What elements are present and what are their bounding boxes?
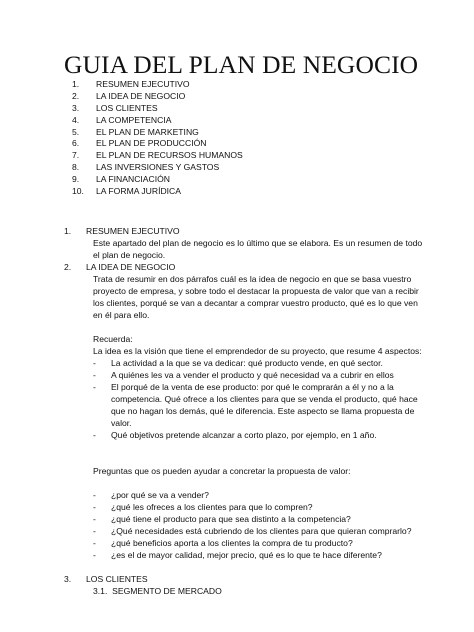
toc-item <box>72 114 243 126</box>
list-item <box>93 381 424 429</box>
list-item-text: El porqué de la venta de ese producto: por qué le comprarán a él y no a la competencia. Qué ofrece a los clientes para que se venda el producto, qué hace que no hagan los demás, qué le diferencia. Este aspecto se llama propuesta de valor. <box>111 382 418 428</box>
subsection-title: SEGMENTO DE MERCADO <box>112 586 222 596</box>
toc-item-number: 2. <box>72 90 80 101</box>
list-item <box>93 549 424 561</box>
list-item-text: A quiénes les va a vender el producto y qué necesidad va a cubrir en ellos <box>111 370 394 380</box>
dash-marker: - <box>93 382 96 392</box>
dash-marker: - <box>93 490 96 500</box>
toc-item-number: 6. <box>72 138 80 149</box>
toc-item-label: LA IDEA DE NEGOCIO <box>96 90 186 101</box>
spacer <box>64 441 424 453</box>
recuerda-intro: La idea es la visión que tiene el emprendedor de su proyecto, que resume 4 aspectos: <box>93 346 422 356</box>
toc-item-label: RESUMEN EJECUTIVO <box>96 79 190 89</box>
dash-marker: - <box>93 538 96 548</box>
toc-item-number: 7. <box>72 150 80 161</box>
section-number: 3. <box>64 574 72 584</box>
subsection-number: 3.1. <box>93 586 108 596</box>
document-title: GUIA DEL PLAN DE NEGOCIO <box>64 50 419 79</box>
section-number: 1. <box>64 226 72 236</box>
toc-item-number: 10. <box>72 186 84 197</box>
list-item <box>93 369 424 381</box>
list-item <box>93 513 424 525</box>
spacer <box>64 561 424 573</box>
spacer <box>64 477 424 489</box>
toc-item-label: EL PLAN DE PRODUCCIÓN <box>96 138 207 149</box>
toc-item-label: LOS CLIENTES <box>96 102 158 113</box>
list-item-text: ¿qué beneficios aporta a los clientes la compra de tu producto? <box>111 538 353 548</box>
toc-item <box>72 137 243 149</box>
list-item-text: ¿qué tiene el producto para que sea distinto a la competencia? <box>111 514 351 524</box>
list-item <box>93 357 424 369</box>
toc-item <box>72 126 243 138</box>
toc-item-number: 8. <box>72 162 80 173</box>
toc-item <box>72 149 243 161</box>
questions-intro: Preguntas que os pueden ayudar a concretar la propuesta de valor: <box>93 466 351 476</box>
dash-marker: - <box>93 430 96 440</box>
list-item-text: ¿Qué necesidades está cubriendo de los clientes para que quieran comprarlo? <box>111 526 412 536</box>
list-item-text: ¿es el de mayor calidad, mejor precio, qué es lo que te hace diferente? <box>111 550 382 560</box>
toc-item <box>72 161 243 173</box>
list-item <box>93 429 424 441</box>
dash-marker: - <box>93 550 96 560</box>
dash-marker: - <box>93 370 96 380</box>
dash-marker: - <box>93 514 96 524</box>
dash-marker: - <box>93 502 96 512</box>
section-title: RESUMEN EJECUTIVO <box>86 226 180 236</box>
section-heading-idea <box>64 261 424 273</box>
list-item-text: ¿por qué se va a vender? <box>111 490 209 500</box>
section-title: LA IDEA DE NEGOCIO <box>86 262 176 272</box>
list-item-text: La actividad a la que se va dedicar: qué producto vende, en qué sector. <box>111 358 383 368</box>
recuerda-label: Recuerda: <box>93 334 133 344</box>
section-heading-resumen <box>64 225 424 237</box>
table-of-contents <box>72 78 243 197</box>
spacer <box>64 321 424 333</box>
toc-item-label: LA FORMA JURÍDICA <box>96 186 181 197</box>
toc-item <box>72 185 243 197</box>
toc-item-number: 1. <box>72 79 80 89</box>
list-item <box>93 525 424 537</box>
toc-item-label: LA FINANCIACIÓN <box>96 174 171 185</box>
toc-item-label: LAS INVERSIONES Y GASTOS <box>96 162 220 173</box>
section-paragraph: Trata de resumir en dos párrafos cuál es la idea de negocio en que se basa vuestro proyecto de empresa, y sobre todo el destacar la propuesta de valor que van a recibir los clientes, porqué se van a decantar a comprar vuestro producto, qué es lo que ven en él para ello. <box>93 274 419 320</box>
toc-item-number: 4. <box>72 114 80 125</box>
subsection-heading <box>93 585 424 597</box>
section-paragraph: Este apartado del plan de negocio es lo último que se elabora. Es un resumen de todo el plan de negocio. <box>93 238 423 260</box>
list-item <box>93 501 424 513</box>
section-heading-clientes <box>64 573 424 585</box>
toc-item <box>72 78 243 90</box>
dash-marker: - <box>93 358 96 368</box>
section-title: LOS CLIENTES <box>86 574 148 584</box>
toc-item <box>72 102 243 114</box>
toc-item-number: 9. <box>72 174 80 185</box>
list-item-text: Qué objetivos pretende alcanzar a corto plazo, por ejemplo, en 1 año. <box>111 430 377 440</box>
list-item-text: ¿qué les ofreces a los clientes para que lo compren? <box>111 502 313 512</box>
toc-item-label: LA COMPETENCIA <box>96 114 172 125</box>
section-number: 2. <box>64 262 72 272</box>
list-item <box>93 489 424 501</box>
toc-item-number: 5. <box>72 126 80 137</box>
list-item <box>93 537 424 549</box>
dash-marker: - <box>93 526 96 536</box>
toc-item <box>72 173 243 185</box>
document-body <box>64 225 424 597</box>
toc-item-label: EL PLAN DE RECURSOS HUMANOS <box>96 150 243 161</box>
toc-item-label: EL PLAN DE MARKETING <box>96 126 199 137</box>
spacer <box>64 453 424 465</box>
toc-item <box>72 90 243 102</box>
toc-item-number: 3. <box>72 102 80 113</box>
